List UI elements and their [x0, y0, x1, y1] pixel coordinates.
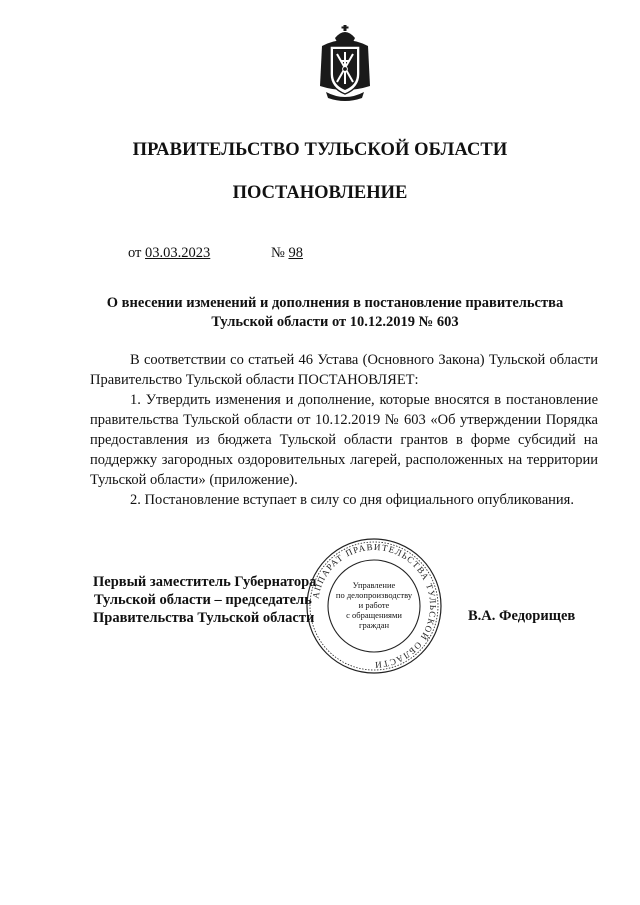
- position-line-3: Правительства Тульской области: [93, 610, 315, 626]
- position-line-1: Первый заместитель Губернатора: [93, 574, 317, 590]
- organization-title: ПРАВИТЕЛЬСТВО ТУЛЬСКОЙ ОБЛАСТИ: [132, 140, 508, 160]
- body-paragraph-1: В соответствии со статьей 46 Устава (Основного Закона) Тульской области Правительство Тульской области ПОСТАНОВЛЯЕТ:: [90, 352, 598, 388]
- document-number: [271, 245, 303, 262]
- signatory-name: В.А. Федорищев: [468, 608, 576, 624]
- tula-region-coat-of-arms-icon: [316, 24, 374, 102]
- signatory-position: [93, 573, 316, 627]
- stamp-ring-text: АППАРАТ ПРАВИТЕЛЬСТВА ТУЛЬСКОЙ ОБЛАСТИ: [310, 541, 439, 671]
- stamp-line-3: и работе: [358, 600, 390, 610]
- stamp-inner-text: [335, 580, 413, 630]
- body-paragraph-2: 1. Утвердить изменения и дополнение, которые вносятся в постановление правительства Тульской области от 10.12.2019 № 603 «Об утверждении Порядка предоставления из бюджета Тульской области грантов в форме субсидий на поддержку загородных оздоровительных лагерей, расположенных на территории Тульской области» (приложение).: [90, 392, 598, 488]
- subject-line-2: Тульской области от 10.12.2019 № 603: [211, 314, 459, 330]
- document-type-title: ПОСТАНОВЛЕНИЕ: [232, 183, 408, 203]
- body-paragraph-3: 2. Постановление вступает в силу со дня официального опубликования.: [130, 492, 574, 508]
- number-value: 98: [288, 245, 303, 261]
- date-prefix: от: [128, 245, 142, 261]
- document-date: [128, 245, 210, 262]
- stamp-line-2: по делопроизводству: [335, 590, 413, 600]
- document-subject: [90, 294, 580, 332]
- stamp-line-1: Управление: [352, 580, 396, 590]
- subject-line-1: О внесении изменений и дополнения в постановление правительства: [106, 295, 564, 311]
- document-body: [90, 350, 598, 510]
- position-line-2: Тульской области – председатель: [94, 592, 312, 608]
- stamp-line-4: с обращениями: [346, 610, 402, 620]
- number-prefix: №: [271, 245, 285, 261]
- date-value: 03.03.2023: [145, 245, 211, 261]
- stamp-line-5: граждан: [358, 620, 390, 630]
